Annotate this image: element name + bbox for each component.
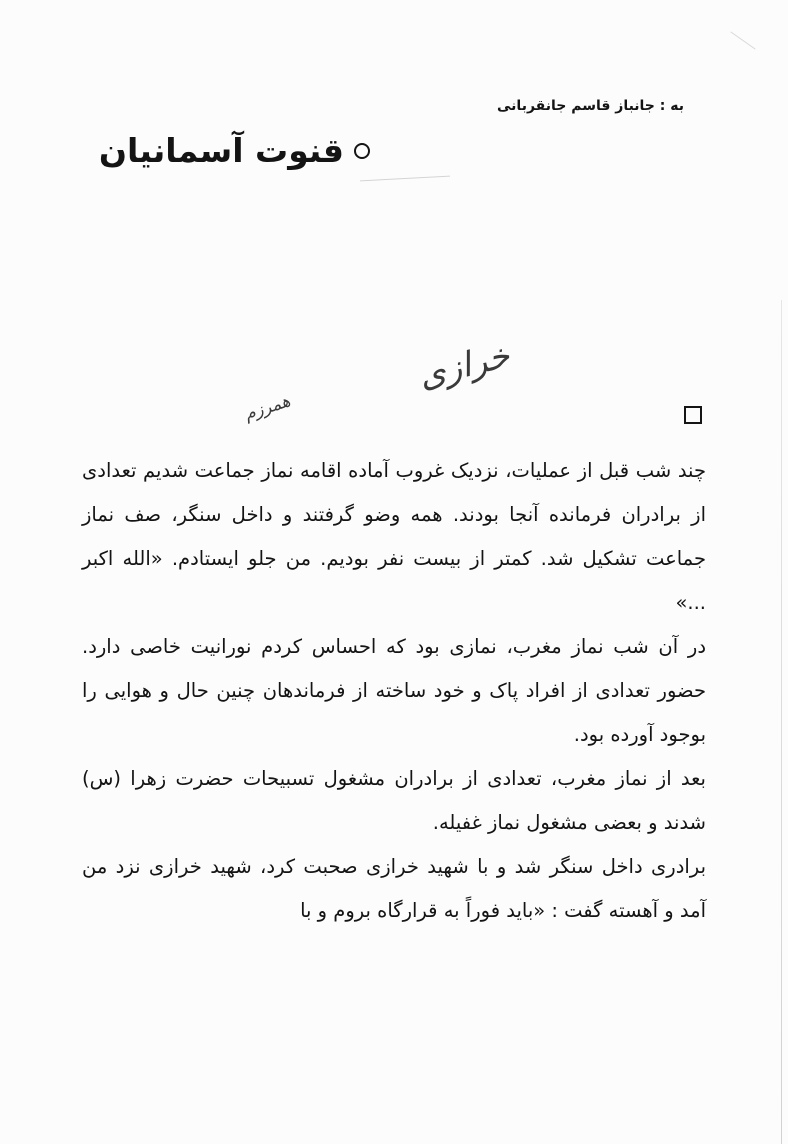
handwritten-annotation-small: همرزم: [242, 391, 293, 425]
paragraph: برادری داخل سنگر شد و با شهید خرازی صحبت کرد، شهید خرازی نزد من آمد و آهسته گفت : «باید فوراً به قرارگاه بروم و با: [82, 855, 706, 922]
page-edge: [781, 300, 782, 1144]
paragraph: چند شب قبل از عملیات، نزدیک غروب آماده اقامه نماز جماعت شدیم تعدادی از برادران فرمانده آنجا بودند. همه وضو گرفتند و داخل سنگر، صف نماز جماعت تشکیل شد. کمتر از بیست نفر بودیم. من جلو ایستادم. «الله اکبر ...»: [82, 459, 706, 614]
chapter-title: [98, 131, 370, 170]
paragraph: بعد از نماز مغرب، تعدادی از برادران مشغول تسبیحات حضرت زهرا (س) شدند و بعضی مشغول نماز غفیله.: [82, 767, 706, 834]
dedication-line: به : جانباز قاسم جانقربانی: [497, 98, 684, 114]
body-text: [82, 449, 706, 933]
chapter-title-text: قنوت آسمانیان: [98, 131, 344, 170]
square-section-marker-icon: [684, 406, 702, 424]
circle-bullet-icon: [354, 143, 370, 159]
paragraph: در آن شب نماز مغرب، نمازی بود که احساس کردم نورانیت خاصی دارد. حضور تعدادی از افراد پاک و خود ساخته از فرماندهان چنین حال و هوایی را بوجود آورده بود.: [82, 635, 706, 746]
scan-mark: [730, 31, 755, 49]
handwritten-annotation-large: خرازی: [414, 335, 514, 397]
pencil-stroke: [360, 176, 450, 182]
